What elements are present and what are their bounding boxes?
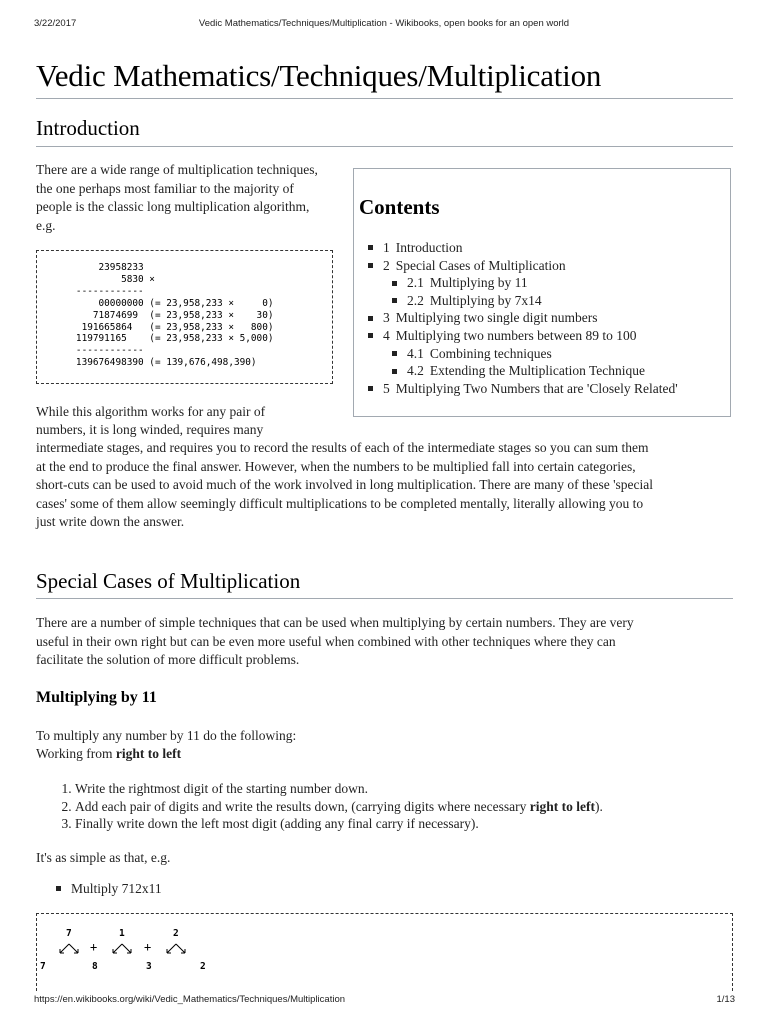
toc-item-label: Multiplying by 7x14: [429, 292, 542, 308]
toc-item[interactable]: [368, 292, 738, 310]
mult11-direction-bold: right to left: [115, 746, 182, 761]
special-cases-line: useful in their own right but can be even more useful when combined with other techniques where they can: [36, 634, 616, 649]
toc-item-number: 3: [383, 310, 390, 326]
intro-para2-line: short-cuts can be used to avoid much of the work involved in long multiplication. There are many of these 'special: [36, 477, 654, 492]
toc-item-number: 4.2: [407, 363, 424, 379]
split-arrow-icon: [164, 942, 188, 956]
step-suffix: ).: [594, 798, 603, 814]
intro-paragraph: There are a wide range of multiplication techniques, the one perhaps most familiar to the majority of people is the classic long multiplication algorithm, e.g.: [36, 162, 318, 233]
toc-item-label: Introduction: [395, 240, 463, 255]
toc-item[interactable]: [368, 345, 738, 363]
step-text: Write the rightmost digit of the starting number down.: [75, 781, 369, 796]
example-list: [56, 880, 162, 898]
print-page-number: 1/13: [716, 994, 735, 1005]
toc-item[interactable]: [368, 309, 738, 327]
intro-para2-line: While this algorithm works for any pair of: [36, 404, 266, 419]
bullet-icon: [368, 316, 373, 321]
toc-list: [368, 239, 738, 397]
print-date: 3/22/2017: [34, 18, 77, 29]
mult11-direction-prefix: Working from: [36, 746, 116, 761]
intro-para2-line: numbers, it is long winded, requires many: [36, 422, 264, 437]
step-item: [75, 780, 755, 798]
diagram-top-digit: 2: [173, 928, 179, 939]
print-page-title: Vedic Mathematics/Techniques/Multiplication - Wikibooks, open books for an open world: [198, 18, 570, 29]
toc-item-label: Multiplying two numbers between 89 to 100: [395, 327, 637, 343]
toc-item-number: 1: [383, 240, 390, 255]
multiply-712x11-diagram: [36, 913, 733, 991]
intro-para2-line: intermediate stages, and requires you to record the results of each of the intermediate stages so you can sum them: [36, 440, 649, 455]
code-text: 23958233 5830 × ------------ 00000000 (= 23,958,233 × 0) 71874699 (= 23,958,233 × 30) 191665864 (= 23,958,233 × 800) 119791165 (= 23,958,233 × 5,000) ------------ 139676498390 (= 139,676,498,390): [75, 262, 274, 369]
bullet-icon: [392, 281, 397, 286]
toc-item-label: Multiplying two single digit numbers: [395, 310, 598, 326]
toc-item[interactable]: [368, 362, 738, 380]
section-divider: [36, 598, 733, 599]
diagram-top-digit: 1: [119, 928, 125, 939]
toc-item-number: 4.1: [407, 345, 424, 361]
bullet-icon: [392, 369, 397, 374]
long-multiplication-code: [36, 250, 333, 384]
toc-item-number: 2.2: [407, 292, 424, 308]
mult11-steps: [36, 780, 755, 833]
toc-item-label: Combining techniques: [429, 345, 552, 361]
toc-item[interactable]: [368, 239, 738, 257]
toc-item[interactable]: [368, 257, 738, 275]
diagram-bottom-digit: 7: [40, 961, 46, 972]
toc-item-number: 5: [383, 380, 390, 396]
example-item: [56, 880, 162, 898]
toc-item-number: 4: [383, 327, 390, 343]
intro-para2-line: at the end to produce the final answer. However, when the numbers to be multiplied fall into certain categories,: [36, 459, 636, 474]
mult11-direction: [36, 745, 181, 764]
diagram-bottom-digit: 8: [92, 961, 98, 972]
bullet-icon: [368, 263, 373, 268]
heading-introduction: Introduction: [36, 116, 140, 140]
intro-para2-line: cases' some of them allow seemingly difficult multiplications to be completed mentally, literally allowing you to: [36, 496, 644, 511]
toc-item-label: Multiplying by 11: [429, 275, 528, 291]
toc-item-label: Special Cases of Multiplication: [395, 257, 566, 273]
bullet-icon: [368, 245, 373, 250]
special-cases-line: There are a number of simple techniques that can be used when multiplying by certain numbers. They are very: [36, 615, 634, 630]
table-of-contents: [353, 168, 731, 417]
print-url: https://en.wikibooks.org/wiki/Vedic_Mathematics/Techniques/Multiplication: [34, 994, 346, 1005]
step-item: [75, 798, 755, 816]
split-arrow-icon: [110, 942, 134, 956]
step-item: [75, 815, 755, 833]
section-divider: [36, 146, 733, 147]
simple-text: It's as simple as that, e.g.: [36, 850, 171, 865]
diagram-bottom-digit: 3: [146, 961, 152, 972]
diagram-bottom-digit: 2: [200, 961, 206, 972]
mult11-intro: To multiply any number by 11 do the following:: [36, 728, 297, 743]
intro-para2-line: just write down the answer.: [36, 514, 185, 529]
special-cases-line: facilitate the solution of more difficult problems.: [36, 652, 300, 667]
step-text: Finally write down the left most digit (adding any final carry if necessary).: [75, 816, 479, 832]
toc-item-label: Extending the Multiplication Technique: [429, 363, 646, 379]
step-bold: right to left: [529, 798, 595, 814]
toc-item[interactable]: [368, 274, 738, 292]
page-title: Vedic Mathematics/Techniques/Multiplication: [36, 58, 602, 93]
diagram-plus: +: [144, 940, 152, 954]
heading-special-cases: Special Cases of Multiplication: [36, 569, 301, 593]
split-arrow-icon: [57, 942, 81, 956]
diagram-plus: +: [90, 940, 98, 954]
toc-item-number: 2.1: [407, 275, 424, 291]
example-item-text: Multiply 712x11: [71, 881, 162, 896]
step-text: Add each pair of digits and write the results down, (carrying digits where necessary: [75, 798, 530, 814]
toc-item-label: Multiplying Two Numbers that are 'Closely Related': [395, 380, 678, 396]
bullet-icon: [56, 886, 61, 891]
diagram-top-digit: 7: [66, 928, 72, 939]
toc-item[interactable]: [368, 380, 738, 398]
heading-multiplying-by-11: Multiplying by 11: [36, 689, 157, 706]
toc-title: Contents: [359, 195, 440, 219]
bullet-icon: [368, 333, 373, 338]
title-divider: [36, 98, 733, 99]
toc-item-number: 2: [383, 257, 390, 273]
toc-item[interactable]: [368, 327, 738, 345]
bullet-icon: [392, 298, 397, 303]
bullet-icon: [392, 351, 397, 356]
bullet-icon: [368, 386, 373, 391]
